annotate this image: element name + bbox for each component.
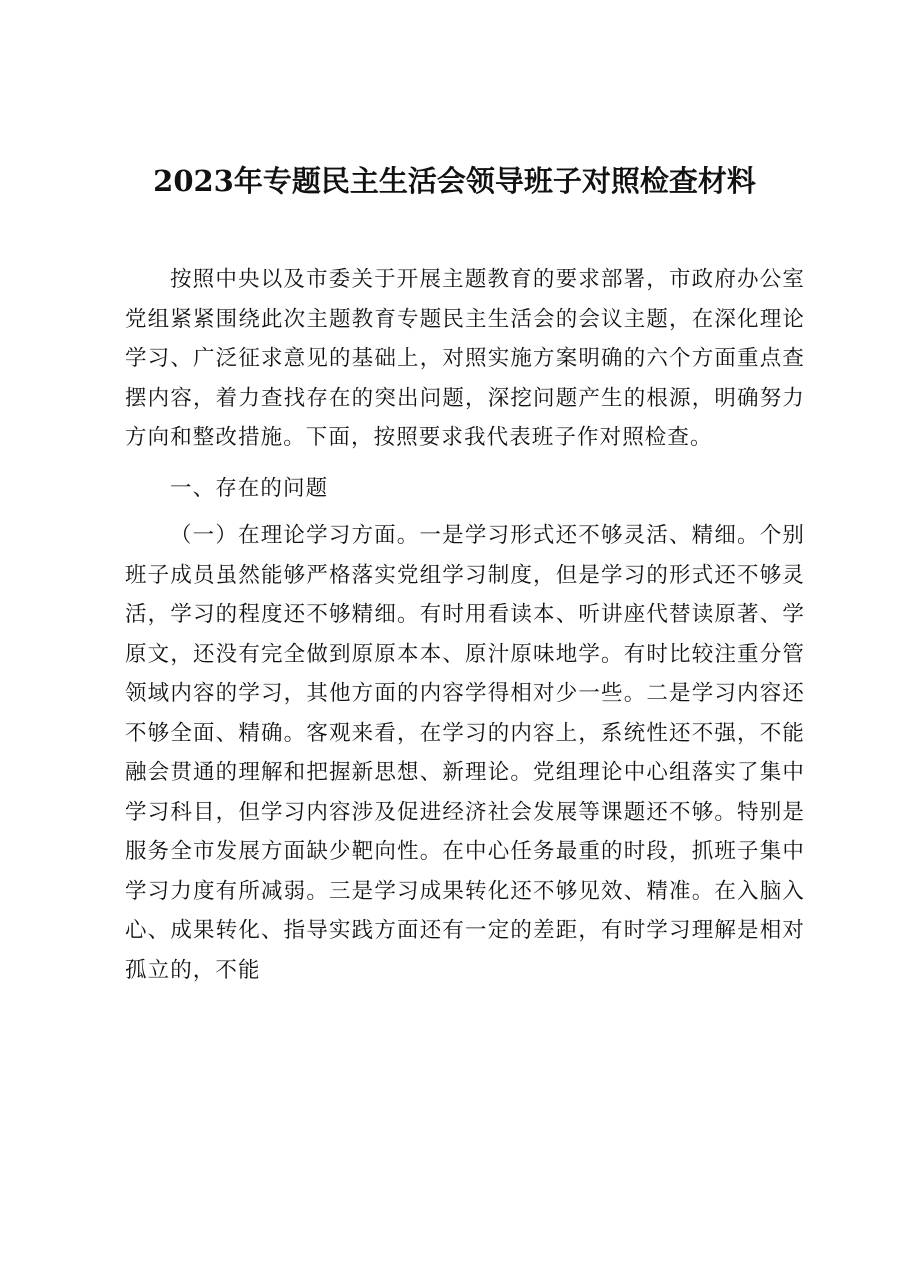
- theory-study-paragraph: （一）在理论学习方面。一是学习形式还不够灵活、精细。个别班子成员虽然能够严格落实党组学习制度，但是学习的形式还不够灵活，学习的程度还不够精细。有时用看读本、听讲座代替读原著、学原文，还没有完全做到原原本本、原汁原味地学。有时比较注重分管领域内容的学习，其他方面的内容学得相对少一些。二是学习内容还不够全面、精确。客观来看，在学习的内容上，系统性还不强，不能融会贯通的理解和把握新思想、新理论。党组理论中心组落实了集中学习科目，但学习内容涉及促进经济社会发展等课题还不够。特别是服务全市发展方面缺少靶向性。在中心任务最重的时段，抓班子集中学习力度有所减弱。三是学习成果转化还不够见效、精准。在入脑入心、成果转化、指导实践方面还有一定的差距，有时学习理解是相对孤立的，不能: [125, 523, 805, 983]
- intro-paragraph: 按照中央以及市委关于开展主题教育的要求部署，市政府办公室党组紧紧围绕此次主题教育专题民主生活会的会议主题，在深化理论学习、广泛征求意见的基础上，对照实施方案明确的六个方面重点查摆内容，着力查找存在的突出问题，深挖问题产生的根源，明确努力方向和整改措施。下面，按照要求我代表班子作对照检查。: [125, 267, 805, 450]
- section-heading: 一、存在的问题: [170, 475, 329, 501]
- document-title: 2023年专题民主生活会领导班子对照检查材料: [153, 164, 756, 198]
- document-body: [125, 260, 805, 990]
